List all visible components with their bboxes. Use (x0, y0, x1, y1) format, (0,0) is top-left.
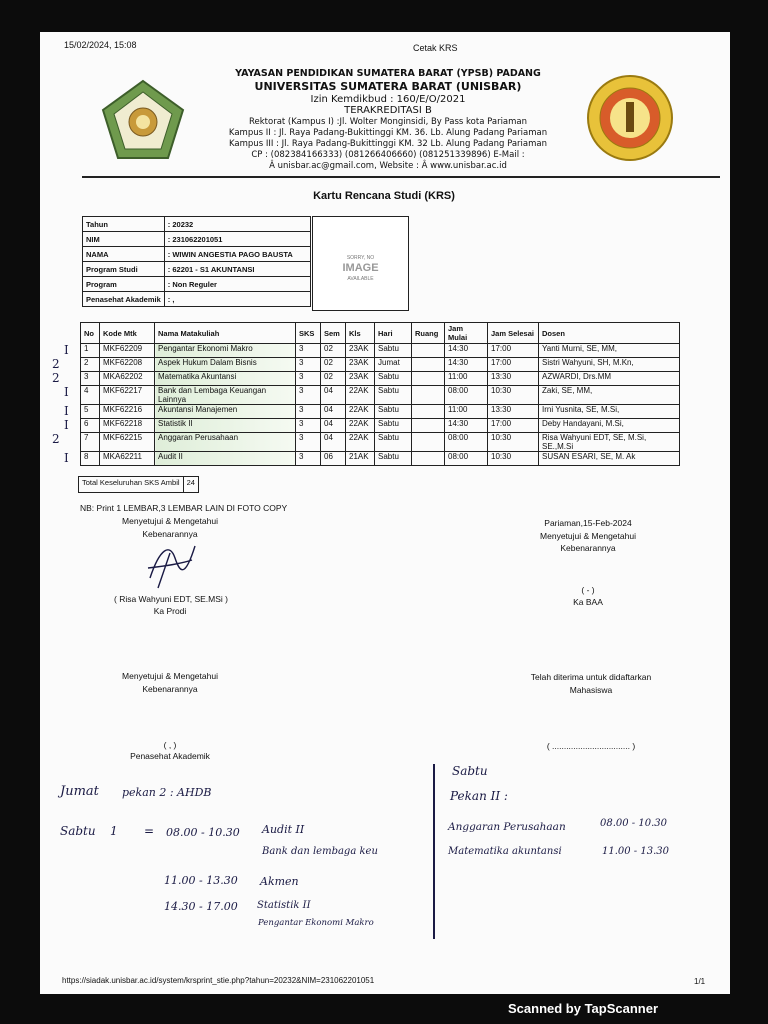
course-start: 08:00 (445, 433, 488, 452)
sig-left-top-role: Ka Prodi (153, 606, 187, 616)
student-info-value: : WIWIN ANGESTIA PAGO BAUSTA (164, 247, 310, 262)
course-name: Pengantar Ekonomi Makro (155, 344, 296, 358)
photo-available-text: AVAILABLE (347, 276, 374, 282)
row-mark: 2 (52, 432, 60, 446)
course-lecturer: Deby Handayani, M.Si, (539, 419, 680, 433)
course-class: 23AK (346, 344, 375, 358)
course-semester: 04 (321, 419, 346, 433)
address-3: Kampus III : Jl. Raya Padang-Bukittinggi KM. 32 Lb. Alung Padang Pariaman (229, 139, 547, 149)
note-right-time-2: 11.00 - 13.30 (602, 846, 669, 857)
course-row (81, 452, 680, 466)
course-room (412, 344, 445, 358)
course-row (81, 386, 680, 405)
course-no: 3 (81, 372, 100, 386)
note-course-bank: Bank dan lembaga keu (262, 846, 378, 857)
student-photo-placeholder (312, 216, 409, 311)
signature-scribble (140, 538, 200, 592)
course-row (81, 344, 680, 358)
course-sks: 3 (296, 358, 321, 372)
course-sks: 3 (296, 452, 321, 466)
course-end: 10:30 (488, 452, 539, 466)
photo-sorry-text: SORRY, NO (346, 255, 375, 261)
course-code: MKF62209 (100, 344, 155, 358)
foundation-name: YAYASAN PENDIDIKAN SUMATERA BARAT (YPSB) PADANG (235, 68, 541, 79)
course-semester: 04 (321, 386, 346, 405)
course-room (412, 452, 445, 466)
course-name: Anggaran Perusahaan (155, 433, 296, 452)
student-info-value: : 231062201051 (164, 232, 310, 247)
sig-left-bot-role: Penasehat Akademik (130, 751, 210, 761)
col-jam-mulai: Jam Mulai (445, 323, 488, 344)
course-day: Sabtu (375, 344, 412, 358)
course-code: MKF62218 (100, 419, 155, 433)
sig-right-bot-line1: Telah diterima untuk didaftarkan (530, 672, 652, 682)
course-end: 13:30 (488, 405, 539, 419)
course-sks: 3 (296, 386, 321, 405)
course-sks: 3 (296, 372, 321, 386)
sig-right-date: Pariaman,15-Feb-2024 (544, 518, 632, 528)
course-start: 11:00 (445, 405, 488, 419)
course-row (81, 372, 680, 386)
university-name: UNIVERSITAS SUMATERA BARAT (UNISBAR) (254, 80, 522, 93)
note-right-pekan: Pekan II : (450, 789, 508, 803)
student-info-label: Program (83, 277, 165, 292)
row-mark: I (64, 404, 69, 418)
sig-right-top-name: ( - ) (581, 585, 595, 595)
col-ruang: Ruang (412, 323, 445, 344)
student-info-label: NIM (83, 232, 165, 247)
course-lecturer: Risa Wahyuni EDT, SE, M.Si, SE.,M.Si (539, 433, 680, 452)
note-time-1: 08.00 - 10.30 (166, 826, 240, 839)
note-time-2: 11.00 - 13.30 (164, 874, 238, 887)
student-info-row (83, 232, 311, 247)
course-code: MKF62216 (100, 405, 155, 419)
print-page-title: Cetak KRS (413, 43, 458, 53)
course-row (81, 433, 680, 452)
student-info-value: : 62201 - S1 AKUNTANSI (164, 262, 310, 277)
course-lecturer: Irni Yusnita, SE, M.Si, (539, 405, 680, 419)
course-name: Bank dan Lembaga Keuangan Lainnya (155, 386, 296, 405)
course-name: Statistik II (155, 419, 296, 433)
sig-left-top-line1: Menyetujui & Mengetahui (122, 516, 218, 526)
course-semester: 02 (321, 344, 346, 358)
course-end: 10:30 (488, 433, 539, 452)
note-right-sabtu: Sabtu (452, 764, 488, 778)
course-name: Aspek Hukum Dalam Bisnis (155, 358, 296, 372)
row-mark: 2 (52, 357, 60, 371)
course-end: 17:00 (488, 419, 539, 433)
col-sem: Sem (321, 323, 346, 344)
course-semester: 04 (321, 405, 346, 419)
course-room (412, 419, 445, 433)
course-end: 13:30 (488, 372, 539, 386)
course-sks: 3 (296, 405, 321, 419)
course-code: MKF62215 (100, 433, 155, 452)
student-info-row (83, 247, 311, 262)
print-note: NB: Print 1 LEMBAR,3 LEMBAR LAIN DI FOTO COPY (80, 503, 288, 513)
course-no: 2 (81, 358, 100, 372)
student-info-value: : 20232 (164, 217, 310, 232)
student-info-row (83, 292, 311, 307)
student-info-value: : , (164, 292, 310, 307)
course-row (81, 405, 680, 419)
note-time-3: 14.30 - 17.00 (164, 900, 238, 913)
course-day: Sabtu (375, 452, 412, 466)
course-room (412, 386, 445, 405)
sig-right-bot-name: ( ................................. ) (546, 741, 636, 751)
course-no: 4 (81, 386, 100, 405)
course-lecturer: Sistri Wahyuni, SH, M.Kn, (539, 358, 680, 372)
course-table-header (81, 323, 680, 344)
note-jumat-pekan: pekan 2 : AHDB (122, 786, 212, 799)
col-no: No (81, 323, 100, 344)
sig-left-bot-name: ( , ) (163, 740, 177, 750)
student-info-label: Penasehat Akademik (83, 292, 165, 307)
photo-image-text: IMAGE (342, 262, 379, 274)
course-class: 21AK (346, 452, 375, 466)
note-course-akmen: Akmen (260, 875, 299, 888)
print-page-number: 1/1 (694, 977, 706, 986)
course-semester: 02 (321, 358, 346, 372)
course-day: Sabtu (375, 419, 412, 433)
course-start: 14:30 (445, 358, 488, 372)
course-end: 17:00 (488, 344, 539, 358)
course-room (412, 433, 445, 452)
note-divider (433, 764, 435, 939)
sig-left-top-name: ( Risa Wahyuni EDT, SE.MSi ) (114, 594, 228, 604)
sig-right-top-line2: Kebenarannya (560, 543, 616, 553)
ypsb-seal-logo (100, 78, 186, 164)
course-name: Audit II (155, 452, 296, 466)
course-no: 6 (81, 419, 100, 433)
note-sabtu-num: 1 (110, 824, 118, 838)
student-info-label: Program Studi (83, 262, 165, 277)
course-start: 11:00 (445, 372, 488, 386)
course-day: Sabtu (375, 433, 412, 452)
note-jumat: Jumat (60, 784, 99, 799)
unisbar-seal-logo (586, 72, 674, 164)
sig-left-top-line2: Kebenarannya (142, 529, 198, 539)
course-row (81, 419, 680, 433)
course-room (412, 358, 445, 372)
note-right-course-1: Anggaran Perusahaan (448, 821, 566, 833)
row-mark: I (64, 451, 69, 465)
course-day: Jumat (375, 358, 412, 372)
course-day: Sabtu (375, 372, 412, 386)
course-day: Sabtu (375, 405, 412, 419)
course-semester: 06 (321, 452, 346, 466)
sig-right-top-role: Ka BAA (573, 597, 603, 607)
course-table (80, 322, 680, 466)
student-info-value: : Non Reguler (164, 277, 310, 292)
course-day: Sabtu (375, 386, 412, 405)
contact-web: Â unisbar.ac@gmail.com, Website : Â www.unisbar.ac.id (269, 161, 507, 171)
course-semester: 02 (321, 372, 346, 386)
course-lecturer: Yanti Murni, SE, MM, (539, 344, 680, 358)
total-sks-value: 24 (183, 477, 198, 493)
course-room (412, 405, 445, 419)
note-course-pem: Pengantar Ekonomi Makro (258, 918, 374, 928)
course-class: 23AK (346, 358, 375, 372)
student-info-label: NAMA (83, 247, 165, 262)
col-nama: Nama Matakuliah (155, 323, 296, 344)
student-info-row (83, 277, 311, 292)
course-code: MKA62211 (100, 452, 155, 466)
course-start: 08:00 (445, 452, 488, 466)
sig-left-bot-line2: Kebenarannya (142, 684, 198, 694)
note-equals: = (144, 824, 155, 838)
course-no: 5 (81, 405, 100, 419)
doc-title: Kartu Rencana Studi (KRS) (313, 190, 455, 202)
course-class: 23AK (346, 372, 375, 386)
permit: Izin Kemdikbud : 160/E/O/2021 (310, 94, 466, 105)
row-mark: 2 (52, 371, 60, 385)
note-course-audit: Audit II (262, 823, 305, 836)
course-no: 7 (81, 433, 100, 452)
student-info-table (82, 216, 311, 307)
course-row (81, 358, 680, 372)
course-start: 08:00 (445, 386, 488, 405)
scanner-watermark: Scanned by TapScanner (508, 1001, 659, 1016)
row-mark: I (64, 343, 69, 357)
course-code: MKA62202 (100, 372, 155, 386)
course-lecturer: SUSAN ESARI, SE, M. Ak (539, 452, 680, 466)
course-class: 22AK (346, 405, 375, 419)
row-mark: I (64, 385, 69, 399)
course-end: 10:30 (488, 386, 539, 405)
col-kode: Kode Mtk (100, 323, 155, 344)
course-lecturer: AZWARDI, Drs.MM (539, 372, 680, 386)
course-sks: 3 (296, 419, 321, 433)
sig-right-top-line1: Menyetujui & Mengetahui (540, 531, 636, 541)
col-hari: Hari (375, 323, 412, 344)
course-code: MKF62208 (100, 358, 155, 372)
student-info-row (83, 217, 311, 232)
course-sks: 3 (296, 433, 321, 452)
total-sks-table (78, 476, 199, 493)
address-1: Rektorat (Kampus I) :Jl. Wolter Monginsidi, By Pass kota Pariaman (248, 117, 528, 127)
col-jam-selesai: Jam Selesai (488, 323, 539, 344)
course-lecturer: Zaki, SE, MM, (539, 386, 680, 405)
print-url: https://siadak.unisbar.ac.id/system/krsprint_stie.php?tahun=20232&NIM=231062201051 (62, 976, 375, 985)
course-room (412, 372, 445, 386)
sig-left-bot-line1: Menyetujui & Mengetahui (122, 671, 218, 681)
course-start: 14:30 (445, 344, 488, 358)
total-sks-label: Total Keseluruhan SKS Ambil (79, 477, 184, 493)
course-class: 22AK (346, 386, 375, 405)
course-name: Matematika Akuntansi (155, 372, 296, 386)
course-sks: 3 (296, 344, 321, 358)
student-info-label: Tahun (83, 217, 165, 232)
contact: CP : (082384166333) (081266406660) (081251339896) E-Mail : (251, 150, 525, 160)
course-semester: 04 (321, 433, 346, 452)
course-code: MKF62217 (100, 386, 155, 405)
print-timestamp: 15/02/2024, 15:08 (64, 40, 137, 50)
col-kls: Kls (346, 323, 375, 344)
course-no: 1 (81, 344, 100, 358)
sig-right-bot-line2: Mahasiswa (569, 685, 613, 695)
course-start: 14:30 (445, 419, 488, 433)
course-end: 17:00 (488, 358, 539, 372)
note-right-course-2: Matematika akuntansi (448, 846, 562, 857)
course-class: 22AK (346, 433, 375, 452)
course-class: 22AK (346, 419, 375, 433)
col-dosen: Dosen (539, 323, 680, 344)
course-no: 8 (81, 452, 100, 466)
note-course-statistik: Statistik II (257, 900, 311, 911)
header-rule (82, 176, 720, 178)
student-info-row (83, 262, 311, 277)
col-sks: SKS (296, 323, 321, 344)
address-2: Kampus II : Jl. Raya Padang-Bukittinggi KM. 36. Lb. Alung Padang Pariaman (228, 128, 548, 138)
note-right-time-1: 08.00 - 10.30 (600, 818, 667, 829)
accreditation: TERAKREDITASI B (344, 105, 432, 116)
note-sabtu: Sabtu (60, 824, 96, 838)
course-name: Akuntansi Manajemen (155, 405, 296, 419)
row-mark: I (64, 418, 69, 432)
